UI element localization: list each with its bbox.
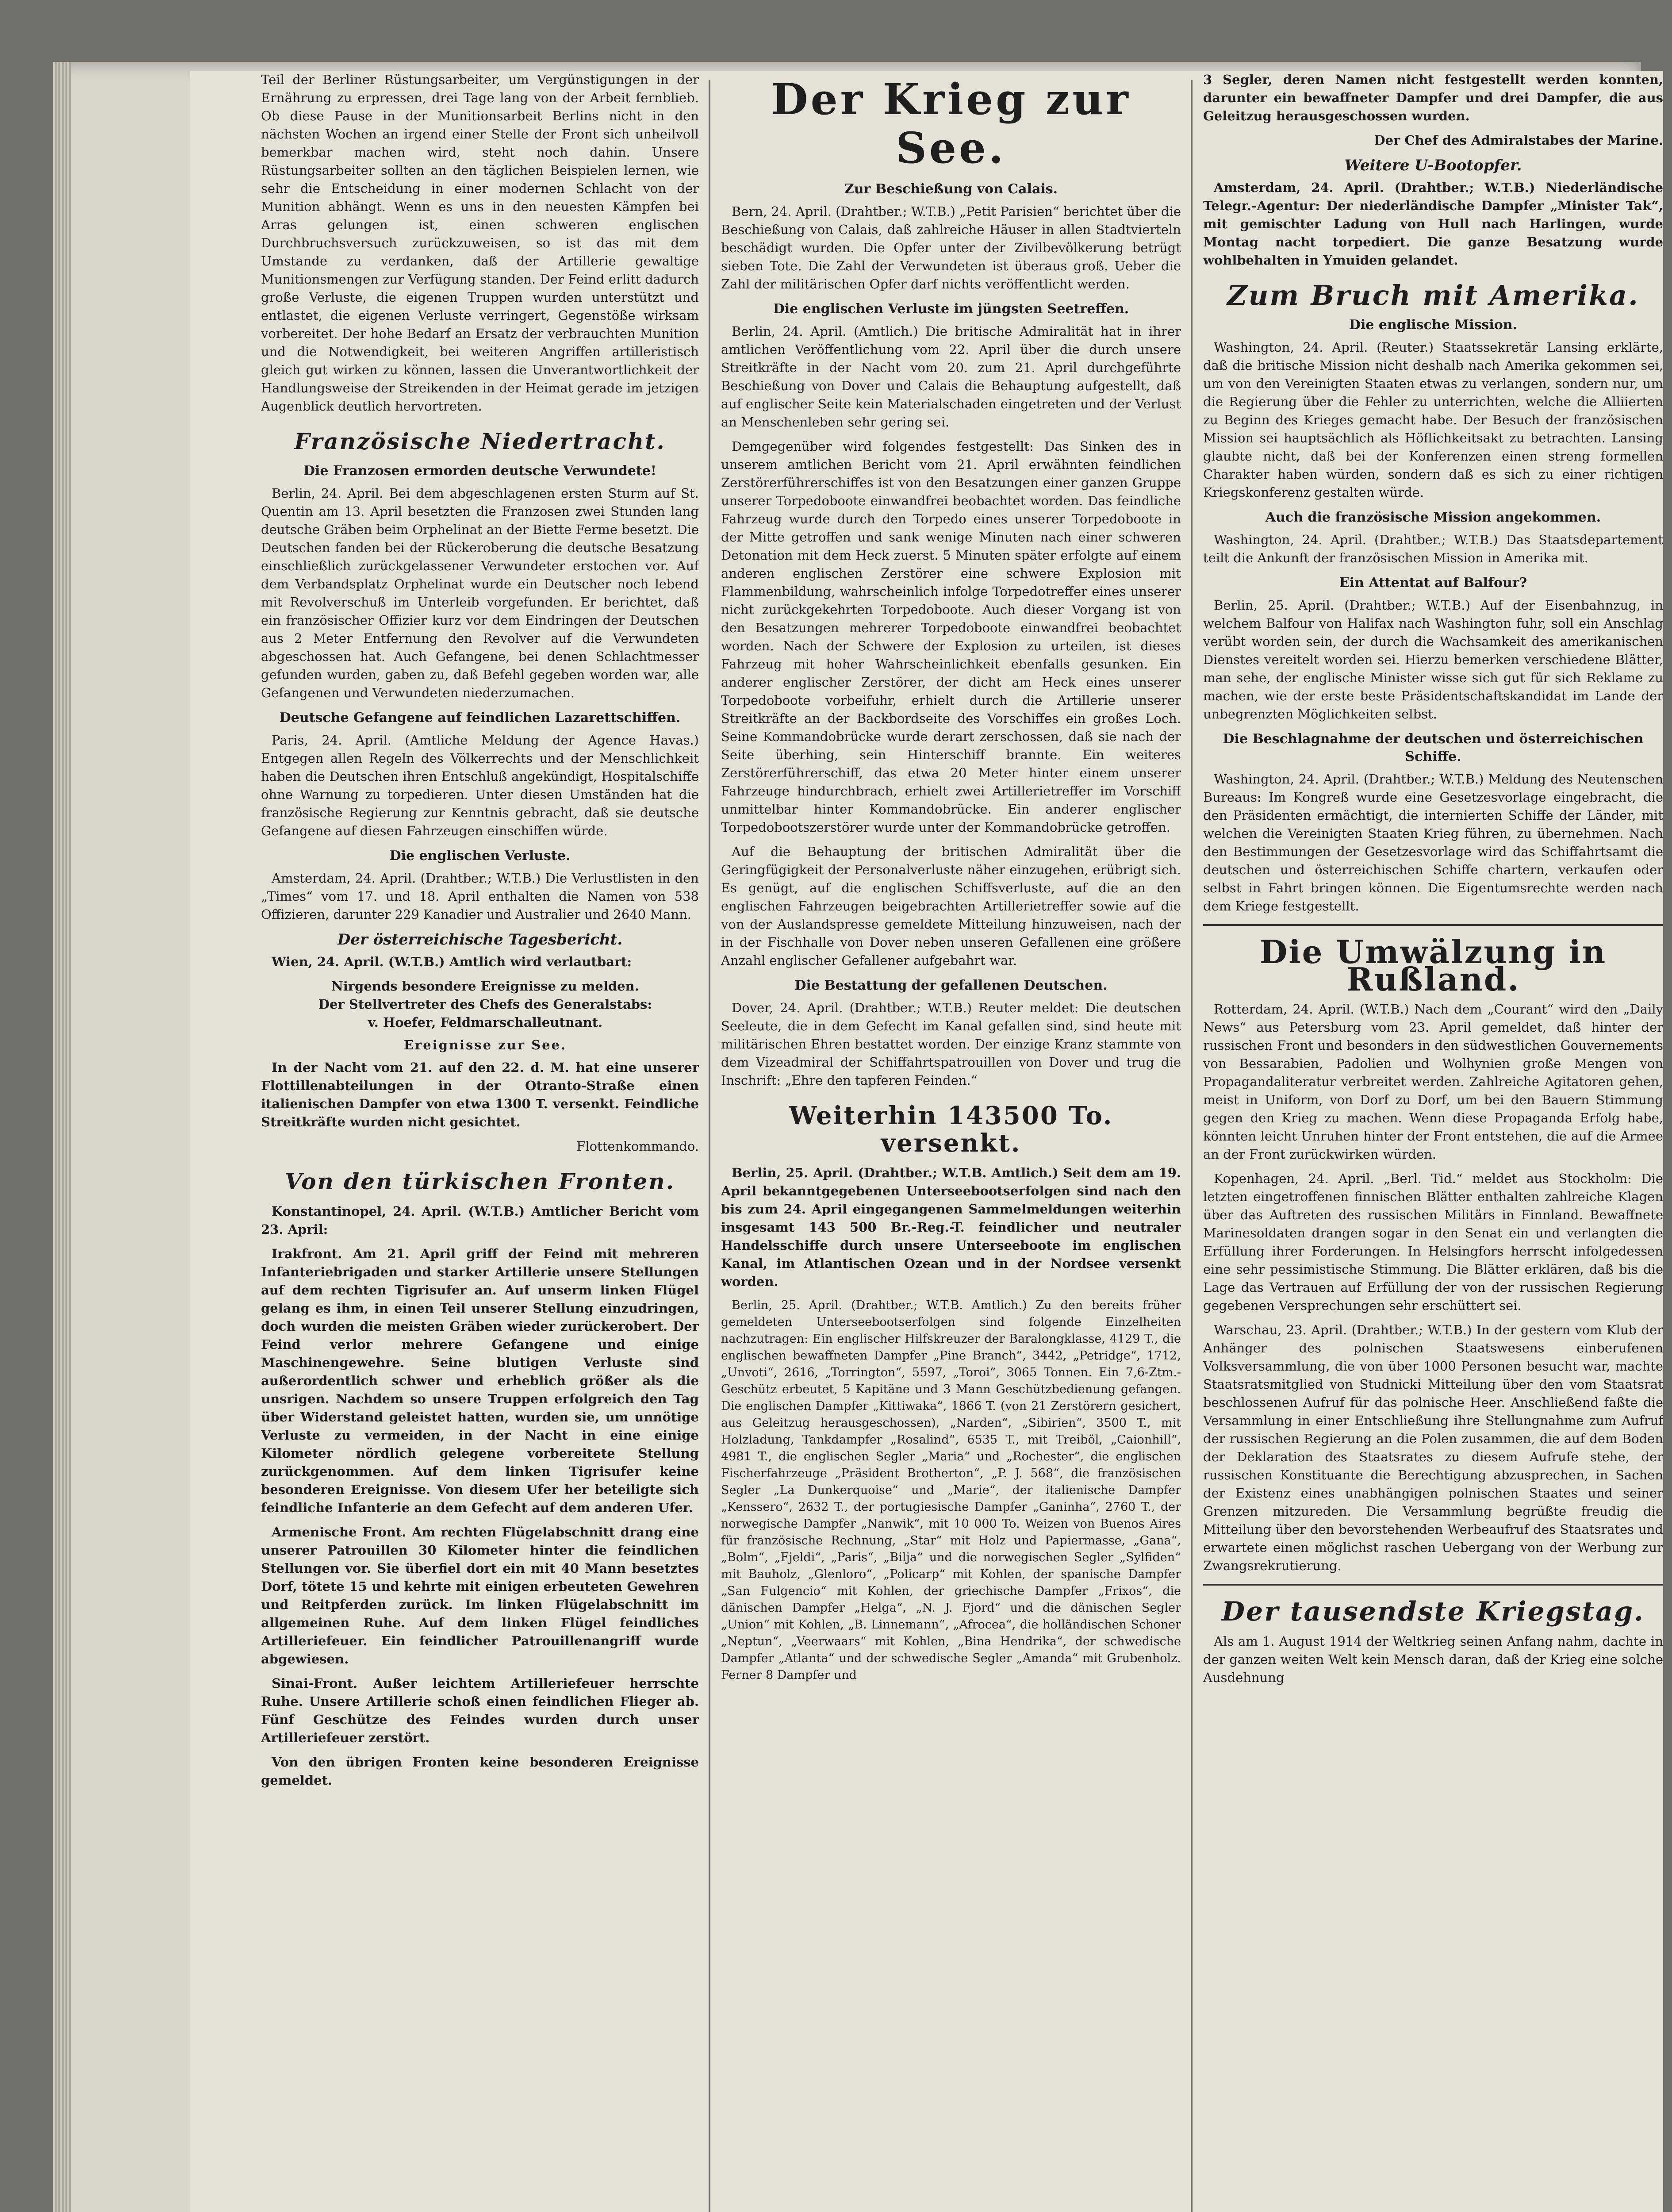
paragraph-irakfront: Irakfront. Am 21. April griff der Feind mit mehreren Infanteriebrigaden und starker Artillerie unsere Stellungen auf dem rechten Tigrisufer an. Auf unserm linken Flügel gelang es ihm, in einen Teil unserer Stellung einzudringen, doch wurden die meisten Gräben wieder zurückerobert. Der Feind verlor mehrere Gefangene und einige Maschinengewehre. Seine blutigen Verluste sind außerordentlich schwer und erheblich größer als die unsrigen. Nachdem so unsere Truppen erfolgreich den Tag über Widerstand geleistet hatten, wurden sie, um unnötige Verluste zu vermeiden, in der Nacht in eine einige Kilometer nördlich gelegene vorbereitete Stellung zurückgenommen. Auf dem linken Tigrisufer keine besonderen Ereignisse. Von diesem Ufer her beteiligte sich feindliche Infanterie an dem Gefecht auf dem anderen Ufer. bbox=[261, 1246, 699, 1515]
paragraph-berlin-st-quentin: Berlin, 24. April. Bei dem abgeschlagenen ersten Sturm auf St. Quentin am 13. April besetzten die Franzosen zwei Stunden lang deutsche Gräben beim Orphelinat an der Biette Ferme besetzt. Die Deutschen fanden bei der Rückeroberung die deutsche Besatzung einschließlich zurückgelassener Verwundeter erstochen vor. Auf dem Verbandsplatz Orphelinat wurde ein Deutscher noch lebend mit Revolverschuß im Unterleib vorgefunden. Er berichtet, daß ein französischer Offizier kurz vor dem Eindringen der Deutschen aus 2 Meter Entfernung den Revolver auf die Verwundeten abgeschossen hat. Auch Gefangene, bei denen Schlachtmesser gefunden wurden, gaben zu, daß Befehl gegeben worden war, alle Gefangenen und Verwundeten niederzumachen. bbox=[261, 486, 699, 700]
column-3 bbox=[1203, 71, 1663, 2212]
newspaper-page bbox=[190, 71, 1663, 2212]
paragraph-wien: Wien, 24. April. (W.T.B.) Amtlich wird verlautbart: bbox=[272, 954, 632, 969]
paragraph-washington-1: Washington, 24. April. (Reuter.) Staatssekretär Lansing erklärte, daß die britische Mission nicht deshalb nach Amerika gekommen sei, um von den Vereinigten Staaten etwas zu verlangen, sondern nur, um die Regierung über die Fehler zu unterrichten, welche die Alliierten zu Beginn des Krieges gemacht habe. Der Besuch der französischen Mission sei hauptsächlich als Höflichkeitsakt zu betrachten. Lansing glaubte nicht, daß bei der Konferenzen einen streng formellen Charakter haben würden, sondern daß es sich zu einer richtigen Kriegskonferenz gestalten würde. bbox=[1203, 340, 1663, 500]
line-hoefer: v. Hoefer, Feldmarschalleutnant. bbox=[368, 1015, 603, 1030]
column-rule-2 bbox=[1191, 80, 1193, 2212]
subhead-franzosen-ermorden: Die Franzosen ermorden deutsche Verwundete! bbox=[303, 463, 657, 479]
line-stellvertreter: Der Stellvertreter des Chefs des Generalstabs: bbox=[318, 997, 652, 1012]
page-stack-edge bbox=[53, 62, 71, 2212]
subhead-englische-verluste: Die englischen Verluste. bbox=[389, 848, 571, 864]
column-2 bbox=[721, 71, 1181, 2212]
paragraph-berlin-admiralitaet: Berlin, 24. April. (Amtlich.) Die britische Admiralität hat in ihrer amtlichen Veröffentlichung vom 22. April über die durch unsere Streitkräfte in der Nacht vom 20. zum 21. April durchgeführte Beschießung von Dover und Calais die Behauptung aufgestellt, daß auf englischer Seite kein Materialschaden eingetreten und der Verlust an Menschenleben sehr gering sei. bbox=[721, 324, 1181, 430]
subhead-englische-mission: Die englische Mission. bbox=[1349, 317, 1518, 333]
paragraph-segler: 3 Segler, deren Namen nicht festgestellt werden konnten, darunter ein bewaffneter Dampfer und drei Dampfer, die aus Geleitzug herausgeschossen wurden. bbox=[1203, 72, 1663, 123]
section-divider-2 bbox=[1203, 1584, 1663, 1586]
headline-tausendste-kriegstag: Der tausendste Kriegstag. bbox=[1222, 1596, 1645, 1627]
paragraph-demgegenueber: Demgegenüber wird folgendes festgestellt: Das Sinken des in unserem amtlichen Bericht vom 21. April erwähnten feindlichen Zerstörerführerschiffes ist von den Besatzungen einer ganzen Gruppe unserer Torpedoboote einwandfrei beobachtet worden. Das feindliche Fahrzeug wurde durch den Torpedo eines unserer Torpedoboote in der Mitte getroffen und sank wenige Minuten nach einer schweren Detonation mit dem Heck zuerst. 5 Minuten später erfolgte auf einem anderen englischen Zerstörer eine schwere Explosion mit Flammenbildung, wahrscheinlich infolge Torpedotreffer eines unserer nicht zurückgekehrten Torpedoboote. Auch dieser Vorgang ist von den Besatzungen mehrerer Torpedoboote einwandfrei beobachtet worden. Nach der Schwere der Explosion zu urteilen, ist dieses Fahrzeug mit hoher Wahrscheinlichkeit ebenfalls gesunken. Ein anderer englischer Zerstörer, der dicht am Heck eines unserer Torpedoboote vorbeifuhr, erhielt durch die Artillerie unserer Streitkräfte an der Backbordseite des Vorschiffes ein großes Loch. Seine Kommandobrücke wurde derart zerschossen, daß sie nach der Seite überhing, sein Hinterschiff brannte. Ein weiteres Zerstörerführerschiff, das etwa 20 Meter hinter einem unserer Fahrzeuge hindurchbrach, erhielt zwei Artillerietreffer im Vorschiff unmittelbar hinter Kommandobrücke. Ein anderer englischer Torpedobootszerstörer wurde unter der Kommandobrücke getroffen. bbox=[721, 439, 1181, 835]
paragraph-behauptung: Auf die Behauptung der britischen Admiralität über die Geringfügigkeit der Personalverluste näher einzugehen, erübrigt sich. Es genügt, auf die englischen Schiffsverluste, auf die an den englischen Fahrzeugen beigebrachten Artillerietreffer sowie auf die von der Auslandspresse gemeldete Mitteilung hinzuweisen, nach der in der Fischhalle von Dover neben unseren Gefallenen eine größere Anzahl englischer Gefallener aufgebahrt war. bbox=[721, 844, 1181, 968]
subhead-seetreffen: Die englischen Verluste im jüngsten Seetreffen. bbox=[773, 301, 1129, 317]
paragraph-uebrige-fronten: Von den übrigen Fronten keine besonderen Ereignisse gemeldet. bbox=[261, 1755, 699, 1788]
paragraph-bern: Bern, 24. April. (Drahtber.; W.T.B.) „Petit Parisien“ berichtet über die Beschießung von Calais, daß zahlreiche Häuser in allen Stadtvierteln beschädigt wurden. Die Opfer unter der Zivilbevölkerung betrügt sieben Tote. Die Zahl der Verwundeten ist überaus groß. Ueber die Zahl der militärischen Opfer darf nichts veröffentlicht werden. bbox=[721, 204, 1181, 292]
headline-krieg-zur-see: Der Krieg zur See. bbox=[771, 74, 1131, 173]
paragraph-berlin-25-b: Berlin, 25. April. (Drahtber.; W.T.B. Amtlich.) Zu den bereits früher gemeldeten Unterseebootserfolgen sind folgende Einzelheiten nachzutragen: Ein englischer Hilfskreuzer der Baralongklasse, 4129 T., die englischen bewaffneten Dampfer „Pine Branch“, 3442, „Petridge“, 1712, „Unvoti“, 2616, „Torrington“, 5597, „Toroi“, 3065 Tonnen. Ein 7,6-Ztm.-Geschütz erbeutet, 5 Kapitäne und 3 Mann Geschützbedienung gefangen. Die englischen Dampfer „Kittiwaka“, 1866 T. (von 21 Zerstörern gesichert, aus Geleitzug herausgeschossen), „Narden“, „Sibirien“, 3500 T., mit Holzladung, Tankdampfer „Rosalind“, 6535 T., mit Treiböl, „Caionhill“, 4981 T., die englischen Segler „Maria“ und „Rochester“, die englischen Fischerfahrzeuge „Präsident Brotherton“, „P. J. 568“, die französischen Segler „La Dunkerquoise“ und „Marie“, der italienische Dampfer „Kenssero“, 2632 T., der portugiesische Dampfer „Ganinha“, 2760 T., der norwegische Dampfer „Nanwik“, mit 10 000 To. Weizen von Buenos Aires für französische Rechnung, „Star“ mit Holz und Papiermasse, „Gana“, „Bolm“, „Fjeldi“, „Paris“, „Bilja“ und die norwegischen Segler „Sylfiden“ mit Bauholz, „Glenloro“, „Policarp“ mit Kohlen, der spanische Dampfer „San Fulgencio“ mit Kohlen, der griechische Dampfer „Frixos“, die dänischen Dampfer „Helga“, „N. J. Fjord“ und die dänischen Segler „Union“ mit Kohlen, „B. Linnemann“, „Afrocea“, die holländischen Schoner „Neptun“, „Veerwaars“ mit Kohlen, „Bina Hendrika“, der schwedische Dampfer „Atlanta“ und der schwedische Segler „Amanda“ mit Grubenholz. Ferner 8 Dampfer und bbox=[721, 1298, 1181, 1682]
paragraph-tausendste: Als am 1. August 1914 der Weltkrieg seinen Anfang nahm, dachte in der ganzen weiten Welt kein Mensch daran, daß der Krieg eine solche Ausdehnung bbox=[1203, 1634, 1663, 1685]
paragraph-paris: Paris, 24. April. (Amtliche Meldung der Agence Havas.) Entgegen allen Regeln des Völkerrechts und der Menschlichkeit haben die Deutschen ihren Entschluß angekündigt, Hospitalschiffe ohne Warnung zu torpedieren. Unter diesen Umständen hat die französische Regierung zur Kenntnis gebracht, daß sie deutsche Gefangene auf diesen Fahrzeugen einschiffen würde. bbox=[261, 733, 699, 838]
paragraph-berlin-25-a: Berlin, 25. April. (Drahtber.; W.T.B. Amtlich.) Seit dem am 19. April bekanntgegebenen Unterseebootserfolgen sind nach den bis zum 24. April eingegangenen Sammelmeldungen weiterhin insgesamt 143 500 Br.-Reg.-T. feindlicher und neutraler Handelsschiffe durch unsere Unterseeboote im englischen Kanal, im Atlantischen Ozean und in der Nordsee versenkt worden. bbox=[721, 1165, 1181, 1289]
subhead-uboot-opfer: Weitere U-Bootopfer. bbox=[1344, 157, 1522, 174]
headline-franzoesische-niedertracht: Französische Niedertracht. bbox=[294, 428, 666, 454]
subhead-franzoesische-mission: Auch die französische Mission angekommen. bbox=[1265, 510, 1601, 525]
paragraph-kopenhagen: Kopenhagen, 24. April. „Berl. Tid.“ meldet aus Stockholm: Die letzten eingetroffenen finnischen Blätter enthalten zahlreiche Klagen über das Auftreten des russischen Militärs in Finnland. Bewaffnete Marinesoldaten drangen sogar in den Senat ein und verlangten die Erfüllung ihrer Forderungen. In Helsingfors herrscht infolgedessen eine sehr pessimistische Stimmung. Die Blätter erklären, daß bis die Lage das Vertrauen auf Erfüllung der von der russischen Regierung gegebenen Versprechungen sehr erschüttert sei. bbox=[1203, 1171, 1663, 1313]
paragraph-warschau: Warschau, 23. April. (Drahtber.; W.T.B.) In der gestern vom Klub der Anhänger des polnischen Staatswesens einberufenen Volksversammlung, die von über 1000 Personen besucht war, machte Staatsratsmitglied von Studnicki Mitteilung über den vom Staatsrat beschlossenen Aufruf für das polnische Heer. Anschließend faßte die Versammlung in einer Entschließung ihre Stellungnahme zum Aufruf der russischen Regierung an die Polen zusammen, die auf dem Boden der Deklaration des Staatsrates zu diesem Aufrufe stehe, der russischen Konstituante die Berechtigung abzusprechen, in Sachen der Existenz eines unabhängigen polnischen Staates und seiner Grenzen mitzureden. Die Versammlung begrüßte freudig die Mitteilung über den bevorstehenden Werbeaufruf des Staatsrates und erwartete einen möglichst raschen Uebergang von der Werbung zur Zwangsrekrutierung. bbox=[1203, 1322, 1663, 1573]
subhead-attentat-balfour: Ein Attentat auf Balfour? bbox=[1339, 575, 1527, 591]
headline-oesterreichischer-tagesbericht: Der österreichische Tagesbericht. bbox=[337, 931, 623, 949]
line-chef-admiralstab: Der Chef des Admiralstabes der Marine. bbox=[1374, 133, 1663, 148]
paragraph-otranto: In der Nacht vom 21. auf den 22. d. M. hat eine unserer Flottillenabteilungen in der Otranto-Straße einen italienischen Dampfer von etwa 1300 T. versenkt. Feindliche Streitkräfte wurden nicht gesichtet. bbox=[261, 1060, 699, 1129]
paragraph-berlin-balfour: Berlin, 25. April. (Drahtber.; W.T.B.) Auf der Eisenbahnzug, in welchem Balfour von Halifax nach Washington fuhr, soll ein Anschlag verübt worden sein, der durch die Wachsamkeit des amerikanischen Dienstes vereitelt worden sei. Hierzu bemerken verschiedene Blätter, man sehe, der englische Minister wisse sich gut für sich Reklame zu machen, wie der erste beste Präsidentschaftskandidat im Lande der unbegrenzten Möglichkeiten selbst. bbox=[1203, 598, 1663, 722]
column-rule-1 bbox=[709, 80, 710, 2212]
headline-umwaelzung-russland: Die Umwälzung in Rußland. bbox=[1259, 933, 1607, 998]
subhead-lazarettschiffe: Deutsche Gefangene auf feindlichen Lazarettschiffen. bbox=[279, 710, 681, 726]
subhead-bestattung: Die Bestattung der gefallenen Deutschen. bbox=[794, 978, 1108, 993]
paragraph-washington-2: Washington, 24. April. (Drahtber.; W.T.B.) Das Staatsdepartement teilt die Ankunft der französischen Mission in Amerika mit. bbox=[1203, 532, 1663, 565]
paragraph-amsterdam-minister-tak: Amsterdam, 24. April. (Drahtber.; W.T.B.) Niederländische Telegr.-Agentur: Der niederländische Dampfer „Minister Tak“, mit gemischter Ladung von Hull nach Harlingen, wurde Montag nacht torpediert. Die ganze Besatzung wurde wohlbehalten in Ymuiden gelandet. bbox=[1203, 180, 1663, 268]
line-ereignisse-see: Ereignisse zur See. bbox=[403, 1037, 567, 1052]
headline-weiterhin-versenkt: Weiterhin 143500 To. versenkt. bbox=[789, 1101, 1113, 1158]
subhead-beschlagnahme: Die Beschlagnahme der deutschen und österreichischen Schiffe. bbox=[1223, 731, 1644, 764]
paragraph-dover: Dover, 24. April. (Drahtber.; W.T.B.) Reuter meldet: Die deutschen Seeleute, die in dem Gefecht im Kanal gefallen sind, sind heute mit militärischen Ehren bestattet worden. Der einzige Kranz stammte von dem Vizeadmiral der Schiffahrtspatrouillen von Dover und trug die Inschrift: „Ehre den tapferen Feinden.“ bbox=[721, 1000, 1181, 1088]
paragraph-amsterdam: Amsterdam, 24. April. (Drahtber.; W.T.B.) Die Verlustlisten in den „Times“ vom 17. und 18. April enthalten die Namen von 538 Offizieren, darunter 229 Kanadier und Australier und 2640 Mann. bbox=[261, 871, 699, 922]
paragraph-washington-3: Washington, 24. April. (Drahtber.; W.T.B.) Meldung des Neutenschen Bureaus: Im Kongreß wurde eine Gesetzesvorlage eingebracht, die den Präsidenten ermächtigt, die internierten Schiffe der Länder, mit welchen die Vereinigten Staaten Krieg führen, zu übernehmen. Nach den Bestimmungen der Gesetzesvorlage wird das Schiffahrtsamt die deutschen und österreichischen Schiffe chartern, verkaufen oder selbst in Fahrt bringen können. Die Eigentumsrechte werden nach dem Kriege festgestellt. bbox=[1203, 772, 1663, 914]
section-divider bbox=[1203, 924, 1663, 926]
headline-tuerkische-fronten: Von den türkischen Fronten. bbox=[284, 1168, 675, 1194]
column-1 bbox=[261, 71, 699, 2212]
paragraph-rotterdam: Rotterdam, 24. April. (W.T.B.) Nach dem „Courant“ wird den „Daily News“ aus Petersburg vom 23. April gemeldet, daß hinter der russischen Front und besonders in den südwestlichen Gouvernements von Bessarabien, Padolien und Wolhynien große Mengen von Propagandaliteratur verbreitet werden. Zahlreiche Agitatoren gehen, meist in Uniform, von Dorf zu Dorf, um bei den Bauern Stimmung gegen den Krieg zu machen. Wenn diese Propaganda Erfolg habe, könnten leicht Unruhen hinter der Front entstehen, die auf die Armee an der Front zurückwirken würden. bbox=[1203, 1002, 1663, 1162]
article-continuation: Teil der Berliner Rüstungsarbeiter, um Vergünstigungen in der Ernährung zu erpressen, drei Tage lang von der Arbeit fernblieb. Ob diese Pause in der Munitionsarbeit Berlins nicht in den nächsten Wochen an irgend einer Stelle der Front sich unheilvoll bemerkbar machen wird, steht noch dahin. Unsere Rüstungsarbeiter sollten an den täglichen Beispielen lernen, wie sehr die Entscheidung in einer modernen Schlacht von der Munition abhängt. Wenn es uns in den neuesten Kämpfen bei Arras gelungen ist, einen schweren englischen Durchbruchsversuch zurückzuweisen, so ist das mit dem Umstande zu verdanken, daß der Artillerie gewaltige Munitionsmengen zur Verfügung standen. Der Feind erlitt dadurch große Verluste, die eigenen Truppen wurden unterstützt und entlastet, die eigenen Verluste verringert, Gegenstöße wirksam vorbereitet. Der hohe Bedarf an Ersatz der verbrauchten Munition und die Notwendigkeit, bei weiteren Angriffen artilleristisch gleich gut wirken zu können, lassen die Unverantwortlichkeit der Handlungsweise der Streikenden in der Heimat gerade im jetzigen Augenblick deutlich hervortreten. bbox=[261, 72, 699, 414]
headline-bruch-amerika: Zum Bruch mit Amerika. bbox=[1227, 279, 1639, 311]
paragraph-armenische-front: Armenische Front. Am rechten Flügelabschnitt drang eine unserer Patrouillen 30 Kilometer hinter die feindlichen Stellungen vor. Sie überfiel dort ein mit 40 Mann besetztes Dorf, tötete 15 und kehrte mit einigen erbeuteten Gewehren und Reitpferden zurück. Im linken Flügelabschnitt im allgemeinen Ruhe. Auf dem linken Flügel feindliches Artilleriefeuer. Ein feindlicher Patrouillenangriff wurde abgewiesen. bbox=[261, 1525, 699, 1667]
line-nirgends: Nirgends besondere Ereignisse zu melden. bbox=[331, 979, 639, 994]
paragraph-konstantinopel: Konstantinopel, 24. April. (W.T.B.) Amtlicher Bericht vom 23. April: bbox=[261, 1204, 699, 1237]
subhead-calais: Zur Beschießung von Calais. bbox=[844, 181, 1058, 197]
line-flottenkommando: Flottenkommando. bbox=[576, 1139, 699, 1154]
paragraph-sinai-front: Sinai-Front. Außer leichtem Artilleriefeuer herrschte Ruhe. Unsere Artillerie schoß einen feindlichen Flieger ab. Fünf Geschütze des Feindes wurden durch unser Artilleriefeuer zerstört. bbox=[261, 1676, 699, 1745]
